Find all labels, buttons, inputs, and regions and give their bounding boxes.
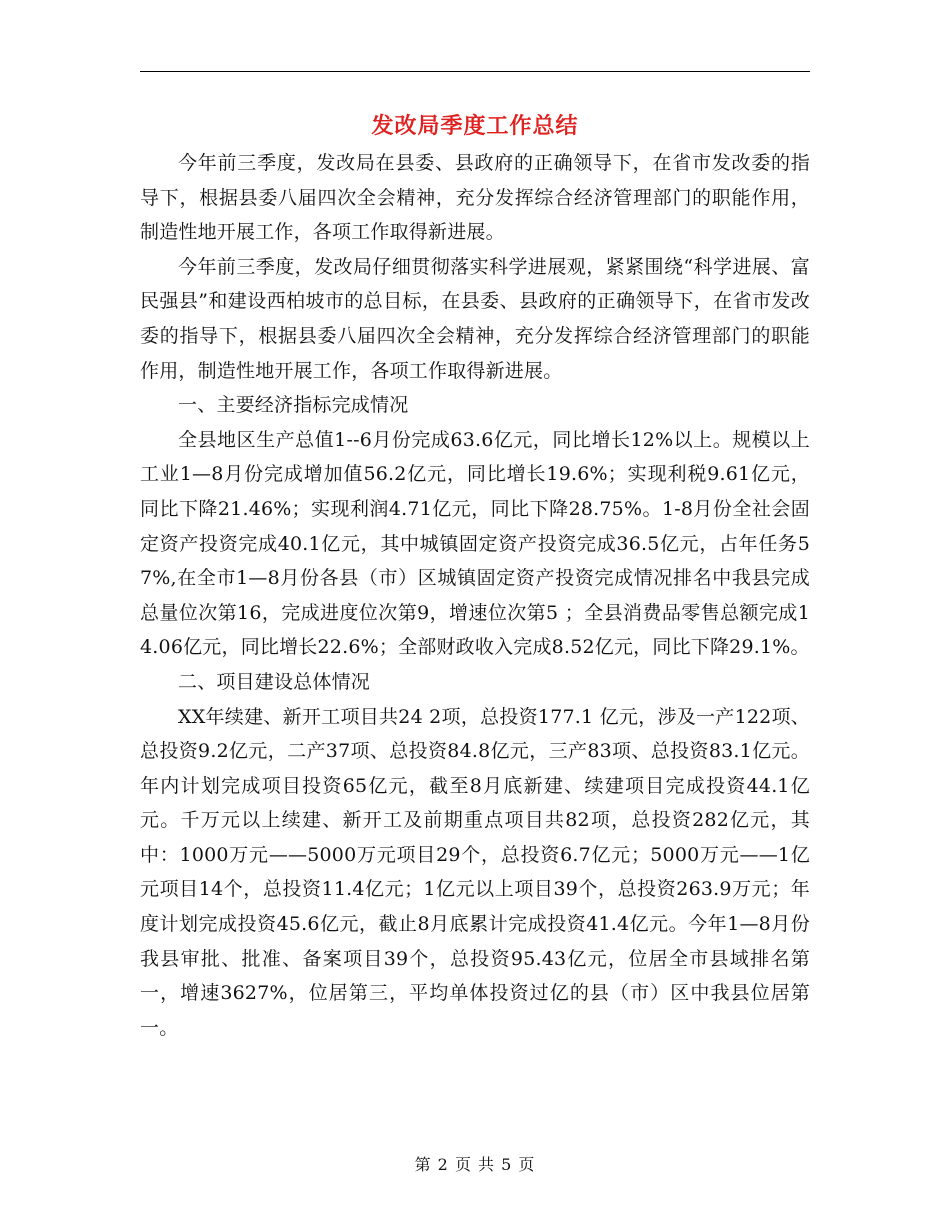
overview-paragraph: 今年前三季度，发改局仔细贯彻落实科学进展观，紧紧围绕“科学进展、富民强县”和建设西柏坡市的总目标，在县委、县政府的正确领导下，在省市发改委的指导下，根据县委八届四次全会精神，充分发挥综合经济管理部门的职能作用，制造性地开展工作，各项工作取得新进展。 — [140, 255, 810, 382]
document-title: 发改局季度工作总结 — [371, 113, 579, 139]
section-heading-economic-indicators: 一、主要经济指标完成情况 — [178, 394, 409, 417]
header-rule — [140, 71, 810, 72]
section-heading-project-construction: 二、项目建设总体情况 — [178, 670, 371, 693]
intro-paragraph: 今年前三季度，发改局在县委、县政府的正确领导下，在省市发改委的指导下，根据县委八届四次全会精神，充分发挥综合经济管理部门的职能作用，制造性地开展工作，各项工作取得新进展。 — [140, 152, 810, 244]
document-body — [140, 146, 810, 1045]
project-construction-paragraph: XX年续建、新开工项目共24 2项，总投资177.1 亿元，涉及一产122项、总投资9.2亿元，二产37项、总投资84.8亿元，三产83项、总投资83.1亿元。年内计划完成项目投资65亿元，截至8月底新建、续建项目完成投资44.1亿元。千万元以上续建、新开工及前期重点项目共82项，总投资282亿元，其中：1000万元——5000万元项目29个，总投资6.7亿元；5000万元——1亿元项目14个，总投资11.4亿元；1亿元以上项目39个，总投资263.9万元；年度计划完成投资45.6亿元，截止8月底累计完成投资41.4亿元。今年1—8月份我县审批、批准、备案项目39个，总投资95.43亿元，位居全市县域排名第一，增速3627%，位居第三，平均单体投资过亿的县（市）区中我县位居第一。 — [140, 705, 810, 1039]
economic-indicators-paragraph: 全县地区生产总值1--6月份完成63.6亿元，同比增长12%以上。规模以上工业1—8月份完成增加值56.2亿元，同比增长19.6%；实现利税9.61亿元，同比下降21.46%；实现利润4.71亿元，同比下降28.75%。1-8月份全社会固定资产投资完成40.1亿元，其中城镇固定资产投资完成36.5亿元，占年任务57%,在全市1—8月份各县（市）区城镇固定资产投资完成情况排名中我县完成总量位次第16，完成进度位次第9，增速位次第5 ；全县消费品零售总额完成14.06亿元，同比增长22.6%；全部财政收入完成8.52亿元，同比下降29.1%。 — [140, 428, 810, 659]
page-number-footer: 第 2 页 共 5 页 — [414, 1155, 536, 1174]
